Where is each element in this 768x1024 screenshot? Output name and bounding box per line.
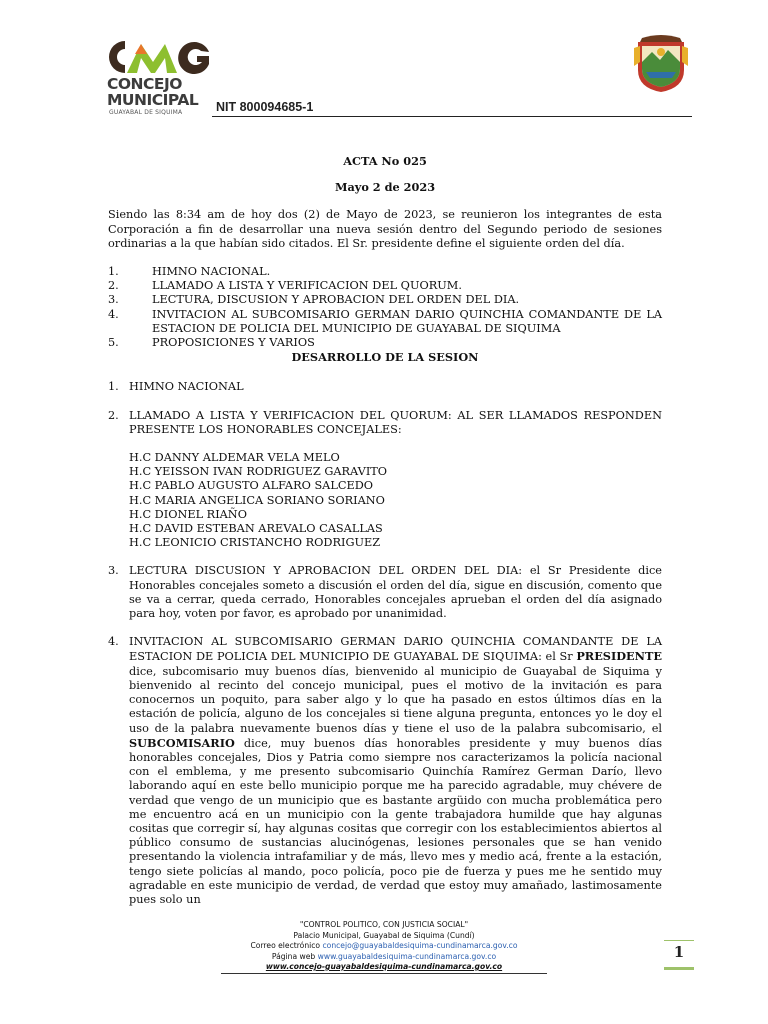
org-line-2: MUNICIPAL — [107, 91, 199, 109]
session-item-1: 1. HIMNO NACIONAL — [108, 380, 244, 394]
speaker-presidente: PRESIDENTE — [576, 649, 662, 664]
session-development-list — [108, 380, 662, 907]
item-4-heading: INVITACION AL SUBCOMISARIO GERMAN DARIO QUINCHIA COMANDANTE DE LA ESTACION DE POLICIA DEL MUNICIPIO DE GUAYABAL DE SIQUIMA: — [129, 635, 662, 664]
footer-web-line: Página web www.guayabaldesiquima-cundinamarca.gov.co — [271, 951, 497, 961]
agenda-item: 1. HIMNO NACIONAL. — [108, 265, 271, 279]
footer-rule — [221, 973, 547, 974]
act-date: Mayo 2 de 2023 — [334, 180, 436, 195]
councillor-name: H.C DIONEL RIAÑO — [129, 507, 247, 521]
org-line-3: GUAYABAL DE SIQUIMA — [109, 109, 183, 116]
session-item-3: 3. LECTURA DISCUSION Y APROBACION DEL ORDEN DEL DIA: el Sr Presidente dice Honorables concejales someto a discusión el orden del día, sigue en discusión, comento que se va a cerrar, queda cerrado, Honorables concejales aprueban el orden del día asignado para hoy, voten por favor, es aprobado por unanimidad. — [108, 564, 662, 621]
agenda-item: 2. LLAMADO A LISTA Y VERIFICACION DEL QUORUM. — [108, 279, 462, 293]
email-link[interactable]: concejo@guayabaldesiquima-cundinamarca.gov.co — [322, 941, 518, 950]
intro-paragraph: Siendo las 8:34 am de hoy dos (2) de Mayo de 2023, se reunieron los integrantes de esta Corporación a fin de desarrollar una nueva sesión dentro del Segundo periodo de sesiones ordinarias a la que habían sido citados. El Sr. presidente define el siguiente orden del día. — [108, 208, 662, 250]
agenda-item: 3. LECTURA, DISCUSION Y APROBACION DEL ORDEN DEL DIA. — [108, 293, 520, 307]
councillor-name: H.C YEISSON IVAN RODRIGUEZ GARAVITO — [129, 465, 388, 479]
agenda-item: 4. INVITACION AL SUBCOMISARIO GERMAN DARIO QUINCHIA COMANDANTE DE LA ESTACION DE POLICIA DEL MUNICIPIO DE GUAYABAL DE SIQUIMA — [108, 307, 662, 335]
document-body — [108, 150, 662, 907]
councillor-name: H.C MARIA ANGELICA SORIANO SORIANO — [129, 493, 385, 507]
nit-number: NIT 800094685-1 — [216, 100, 314, 114]
session-item-4: 4. INVITACION AL SUBCOMISARIO GERMAN DARIO QUINCHIA COMANDANTE DE LA ESTACION DE POLICIA DEL MUNICIPIO DE GUAYABAL DE SIQUIMA: el Sr PRESIDENTE dice, subcomisario muy buenos días, bienvenido al municipio de Guayabal de Siquima y bienvenido al recinto del concejo municipal, pues el motivo de la invitación es para conocernos un poquito, para saber algo y lo que ha pasado en estos últimos días en la estación de policía, alguno de los concejales si tiene alguna pregunta, entonces yo le doy el uso de la palabra nuevamente buenos días y tiene el uso de la palabra subcomisario, el SUBCOMISARIO dice, muy buenos días honorables presidente y muy buenos días honorables concejales, Dios y Patria como siempre nos caracterizamos la policía nacional con el emblema, y me presento subcomisario Quinchía Ramírez German Darío, llevo laborando aquí en este bello municipio porque me ha parecido agradable, muy chévere de verdad que vengo de un municipio que es bastante argüido con mucha problemática pero me encuentro acá en un municipio con la gente trabajadora humilde que hay algunas cositas que corregir sí, hay algunas cositas que corregir con los establecimientos abiertos al público consumo de sustancias alucinógenas, lesiones personales que se han venido presentando la violencia intrafamiliar y de más, llevo mes y medio acá, frente a la estación, tengo siete policías al mando, poco policía, poco pie de fuerza y pues me he sentido muy agradable en este municipio de verdad, de verdad que estoy muy amañado, lastimosamente pues solo un — [108, 635, 662, 906]
site-link[interactable]: www.concejo-guayabaldesiquima-cundinamarca.gov.co — [265, 962, 503, 971]
footer-motto: "CONTROL POLITICO, CON JUSTICIA SOCIAL" — [299, 920, 469, 929]
footer-email-line: Correo electrónico concejo@guayabaldesiquima-cundinamarca.gov.co — [250, 941, 518, 950]
concejo-logo — [105, 38, 211, 118]
page-footer — [0, 920, 768, 973]
org-line-1: CONCEJO — [107, 75, 182, 93]
header-rule — [212, 116, 692, 117]
councillor-name: H.C PABLO AUGUSTO ALFARO SALCEDO — [129, 479, 374, 493]
section-title: DESARROLLO DE LA SESION — [291, 350, 479, 365]
speaker-subcomisario: SUBCOMISARIO — [129, 735, 235, 750]
councillor-name: H.C DAVID ESTEBAN AREVALO CASALLAS — [129, 522, 383, 536]
agenda-item: 5. PROPOSICIONES Y VARIOS — [108, 336, 315, 350]
councillor-name: H.C DANNY ALDEMAR VELA MELO — [129, 451, 340, 465]
session-item-2: 2. LLAMADO A LISTA Y VERIFICACION DEL QUORUM: AL SER LLAMADOS RESPONDEN PRESENTE LOS HONORABLES CONCEJALES: H.C DANNY ALDEMAR VELA MELO H.C YEISSON IVAN RODRIGUEZ GARAVITO H.C PABLO AUGUSTO ALFARO SALCEDO H.C MARIA ANGELICA SORIANO SORIANO H.C DIONEL RIAÑO H.C DAVID ESTEBAN AREVALO CASALLAS H.C LEONICIO CRISTANCHO RODRIGUEZ — [108, 408, 662, 550]
page-number: 1 — [673, 943, 685, 961]
item-3-heading: LECTURA DISCUSION Y APROBACION DEL ORDEN DEL DIA: — [129, 564, 523, 578]
councillor-name: H.C LEONICIO CRISTANCHO RODRIGUEZ — [129, 536, 381, 550]
councillor-list — [129, 451, 662, 550]
web-link[interactable]: www.guayabaldesiquima-cundinamarca.gov.co — [317, 951, 497, 961]
municipal-coat-of-arms-icon — [632, 32, 690, 94]
page-number-top-rule — [664, 940, 694, 941]
cmg-logo-icon — [105, 38, 211, 76]
act-title: ACTA No 025 — [343, 154, 427, 168]
agenda-list — [108, 265, 662, 350]
page-number-bar — [664, 967, 694, 970]
footer-address: Palacio Municipal, Guayabal de Siquima (Cundí) — [293, 930, 475, 940]
